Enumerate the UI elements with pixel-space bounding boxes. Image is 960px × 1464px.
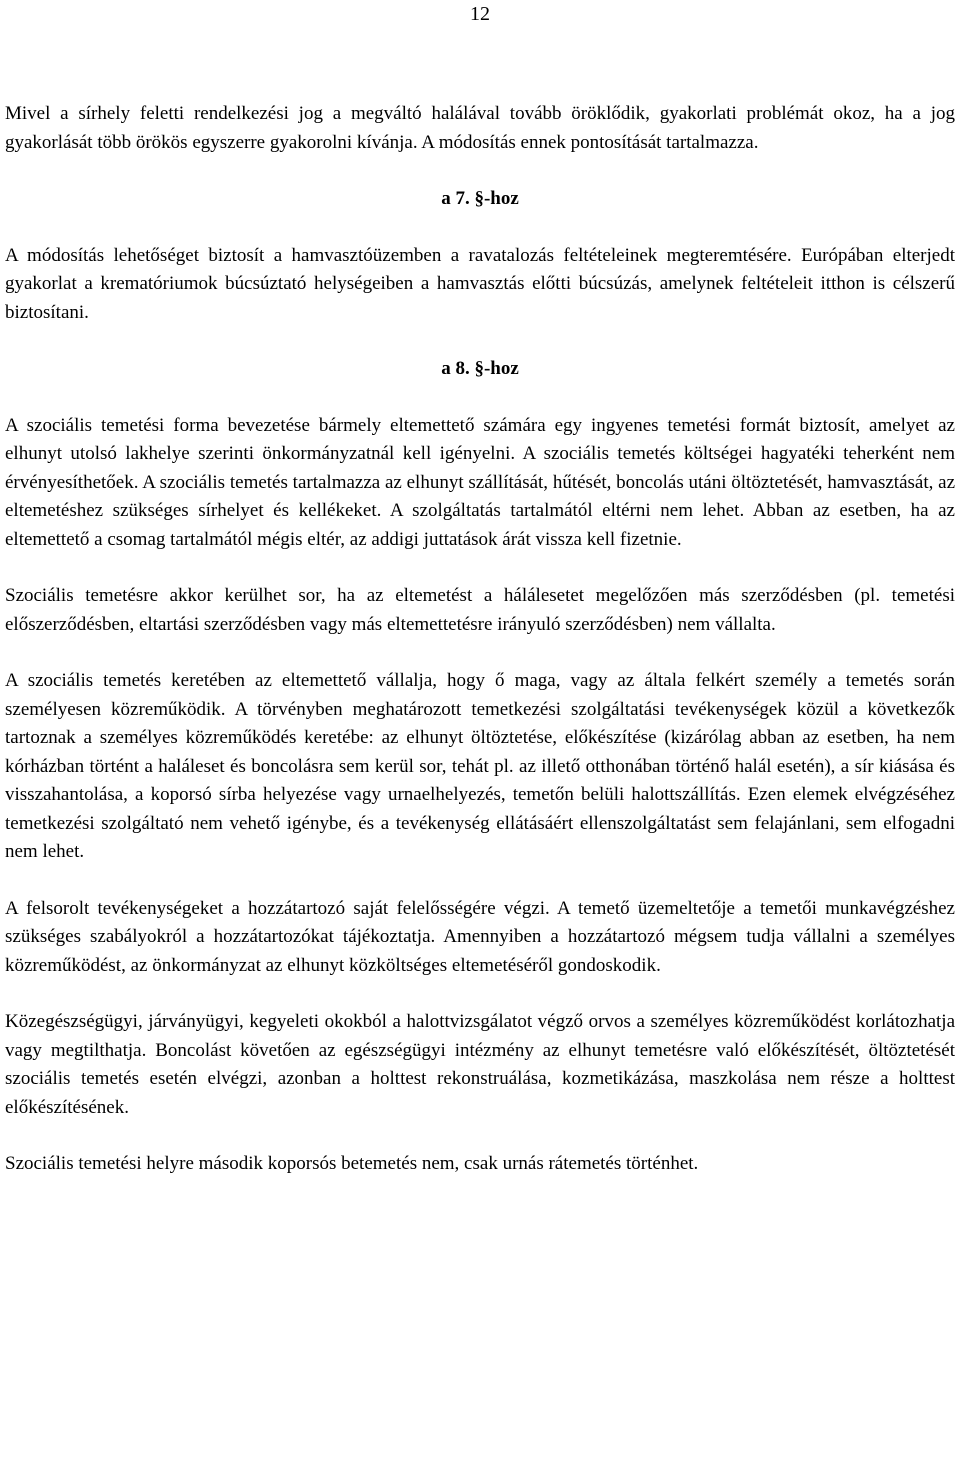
paragraph-szocialis-feltetel: Szociális temetésre akkor kerülhet sor, ha az eltemetést a hálálesetet megelőzően más szerződésben (pl. temetési előszerződésben, eltartási szerződésben vagy más eltemettetésre irányuló szerződésben) nem vállalta. [5, 585, 955, 635]
paragraph-kozremukodes: A szociális temetés keretében az eltemettető vállalja, hogy ő maga, vagy az általa felkért személy a temetés során személyesen közreműködik. A törvényben meghatározott temetkezési szolgáltatási tevékenységek közül a következők tartoznak a személyes közreműködés keretébe: az elhunyt öltöztetése, előkészítése (kizárólag abban az esetben, ha nem kórházban történt a haláleset és boncolásra sem kerül sor, tehát pl. az illető otthonában történő halál esetén), a sír kiásása és visszahantolása, a koporsó sírba helyezése vagy urnaelhelyezés, temetőn belüli halottszállítás. Ezen elemek elvégzéséhez temetkezési szolgáltató nem vehető igénybe, és a tevékenység ellátásáért ellenszolgáltatást sem felajánlani, sem elfogadni nem lehet. [5, 670, 955, 862]
section-heading-8: a 8. §-hoz [441, 358, 519, 379]
document-body [5, 100, 955, 1179]
paragraph-temetesi-hely: Szociális temetési helyre második koporsós betemetés nem, csak urnás rátemetés történhet. [5, 1153, 699, 1174]
paragraph-kozegeszsegugyi: Közegészségügyi, járványügyi, kegyeleti okokból a halottvizsgálatot végző orvos a személyes közreműködést korlátozhatja vagy megtilthatja. Boncolást követően az egészségügyi intézmény az elhunyt temetésre való előkészítését, öltöztetését szociális temetés esetén elvégzi, azonban a holttest rekonstruálása, kozmetikázása, maszkolása nem része a holttest előkészítésének. [5, 1011, 955, 1118]
page-number: 12 [470, 3, 490, 25]
paragraph-felelosseg: A felsorolt tevékenységeket a hozzátartozó saját felelősségére végzi. A temető üzemeltetője a temetői munkavégzéshez szükséges szabályokról a hozzátartozókat tájékoztatja. Amennyiben a hozzátartozó mégsem tudja vállalni a személyes közreműködést, az önkormányzat az elhunyt közköltséges eltemetéséről gondoskodik. [5, 897, 955, 976]
section-heading-7: a 7. §-hoz [441, 188, 519, 209]
paragraph-sirhely: Mivel a sírhely feletti rendelkezési jog a megváltó halálával tovább öröklődik, gyakorlati problémát okoz, ha a jog gyakorlását több örökös egyszerre gyakorolni kívánja. A módosítás ennek pontosítását tartalmazza. [5, 103, 955, 153]
paragraph-hamvasztas: A módosítás lehetőséget biztosít a hamvasztóüzemben a ravatalozás feltételeinek megteremtésére. Európában elterjedt gyakorlat a krematóriumok búcsúztató helységeiben a hamvasztás előtti búcsúzás, amelynek feltételeit itthon is célszerű biztosítani. [5, 244, 955, 323]
paragraph-szocialis-forma: A szociális temetési forma bevezetése bármely eltemettető számára egy ingyenes temetési formát biztosít, amelyet az elhunyt utolsó lakhelye szerinti önkormányzatnál kell igényelni. A szociális temetés költségei hagyatéki teherként nem érvényesíthetőek. A szociális temetés tartalmazza az elhunyt szállítását, hűtését, boncolás utáni öltöztetését, hamvasztását, az eltemetéshez szükséges sírhelyet és kellékeket. A szolgáltatás tartalmától eltérni nem lehet. Abban az esetben, ha az eltemettető a csomag tartalmától mégis eltér, az addigi juttatások árát vissza kell fizetnie. [5, 414, 955, 550]
